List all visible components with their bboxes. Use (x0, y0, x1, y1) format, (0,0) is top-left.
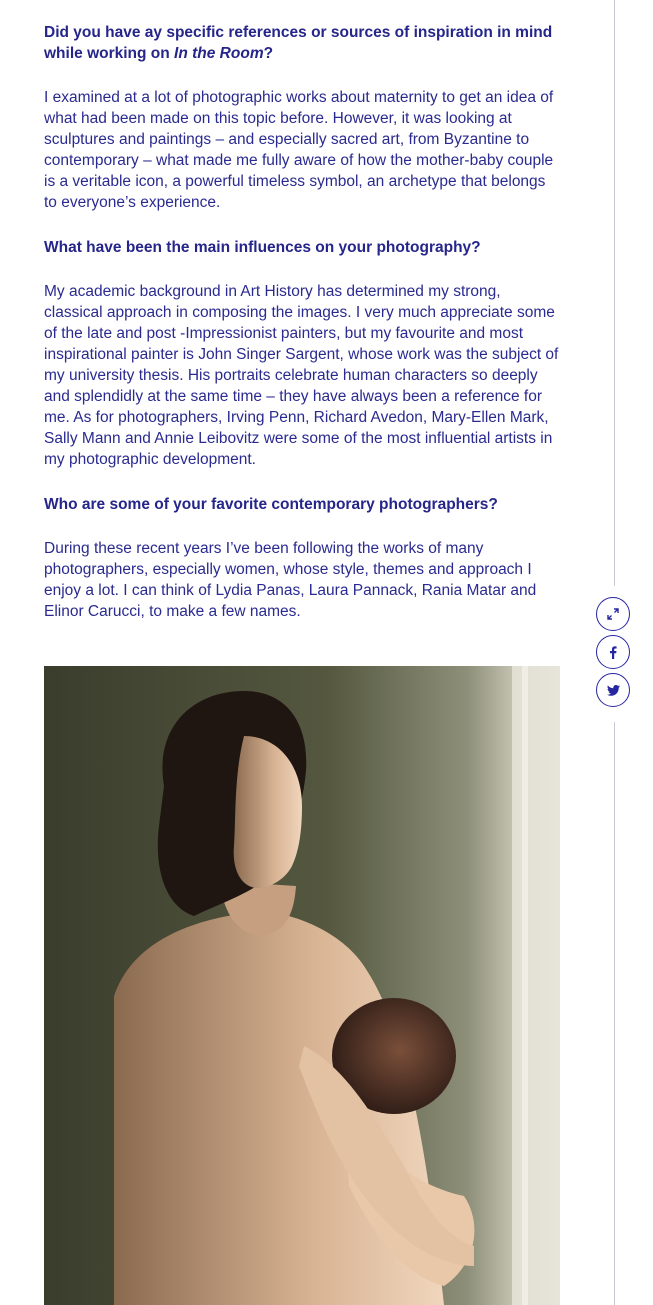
answer-inspiration: I examined at a lot of photographic works about maternity to get an idea of what had been made on this topic before. However, it was looking at sculptures and paintings – and especially sacred art, from Byzantine to contemporary – what made me fully aware of how the mother-baby couple is a veritable icon, a powerful timeless symbol, an archetype that belongs to everyone’s experience. (44, 89, 554, 211)
share-bar (596, 597, 632, 711)
expand-icon (607, 608, 619, 620)
sidebar-divider-top (614, 0, 615, 586)
twitter-share-button[interactable] (596, 673, 630, 707)
article-photo (44, 666, 560, 1305)
answer-influences: My academic background in Art History has determined my strong, classical approach in composing the images. I very much appreciate some of the late and post -Impressionist painters, but my favourite and most inspirational painter is John Singer Sargent, whose work was the subject of my university thesis. His portraits celebrate human characters so deeply and splendidly at the same time – they have always been a reference for me. As for photographers, Irving Penn, Richard Avedon, Mary-Ellen Mark, Sally Mann and Annie Leibovitz were some of the most influential artists in my photographic development. (44, 283, 559, 468)
facebook-icon (609, 646, 617, 659)
question-mark: ? (263, 45, 274, 62)
question-favorite-photographers: Who are some of your favorite contemporary photographers? (44, 496, 498, 513)
question-text: Did you have ay specific references or sources of inspiration in mind while working on (44, 24, 553, 62)
question-inspiration (44, 22, 562, 64)
article-body (44, 22, 562, 646)
series-title: In the Room (174, 45, 264, 62)
twitter-icon (607, 685, 620, 696)
facebook-share-button[interactable] (596, 635, 630, 669)
sidebar-divider-bottom (614, 722, 615, 1305)
question-influences: What have been the main influences on your photography? (44, 239, 481, 256)
answer-favorite-photographers: During these recent years I’ve been following the works of many photographers, especially women, whose style, themes and approach I enjoy a lot. I can think of Lydia Panas, Laura Pannack, Rania Matar and Elinor Carucci, to make a few names. (44, 540, 537, 620)
fullscreen-button[interactable] (596, 597, 630, 631)
